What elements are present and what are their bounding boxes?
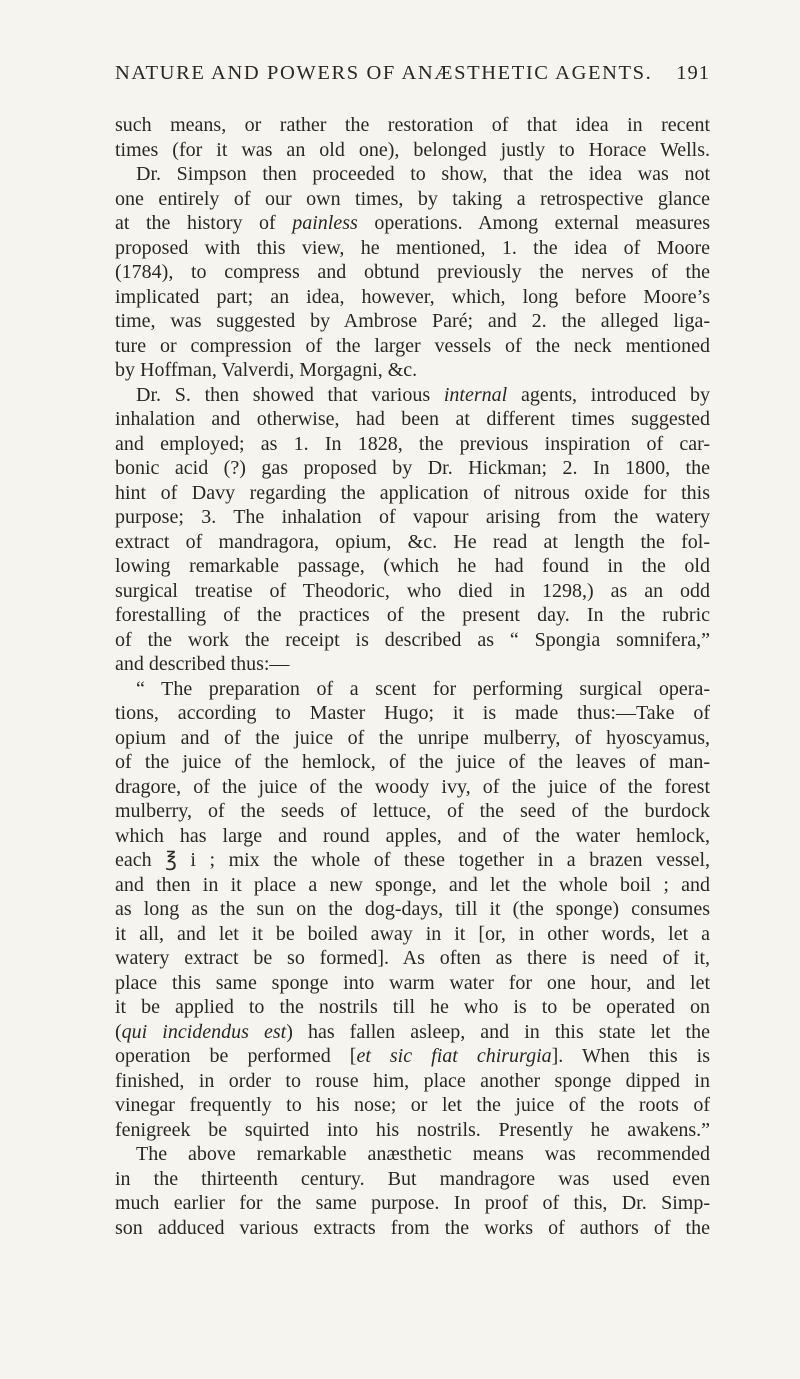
text-line: The above remarkable anæsthetic means was recommended <box>136 1143 710 1165</box>
text-line: vinegar frequently to his nose; or let the juice of the roots of <box>115 1094 710 1116</box>
text-line <box>115 1044 710 1069</box>
text-line: dragore, of the juice of the woody ivy, of the juice of the forest <box>115 775 710 798</box>
text-line: it be applied to the nostrils till he who is to be operated on <box>115 996 710 1018</box>
text-line: as long as the sun on the dog-days, till it (the sponge) consumes <box>115 898 710 920</box>
text-run: operations. Among external measures <box>357 212 710 234</box>
text-run: ) has fallen asleep, and in this state let the <box>286 1020 710 1043</box>
italic-run: qui incidendus est <box>121 1020 287 1043</box>
running-head <box>115 62 710 96</box>
text-line: of the work the receipt is described as “ Spongia somnifera,” <box>115 628 710 651</box>
text-line: proposed with this view, he mentioned, 1. the idea of Moore <box>115 236 710 259</box>
text-run: operation be performed [ <box>115 1045 357 1067</box>
text-line: purpose; 3. The inhalation of vapour arising from the watery <box>115 506 710 528</box>
text-line: and described thus:— <box>115 653 290 675</box>
text-run: at the history of <box>115 212 293 234</box>
text-line: finished, in order to rouse him, place another sponge dipped in <box>115 1069 710 1092</box>
text-line: watery extract be so formed]. As often as there is need of it, <box>115 947 710 969</box>
text-line: son adduced various extracts from the works of authors of the <box>115 1216 710 1239</box>
text-run: agents, introduced by <box>507 383 711 406</box>
text-line: place this same sponge into warm water for one hour, and let <box>115 971 710 994</box>
text-line: much earlier for the same purpose. In proof of this, Dr. Simp- <box>115 1192 710 1214</box>
text-line: of the juice of the hemlock, of the juice of the leaves of man- <box>115 751 710 773</box>
text-line: time, was suggested by Ambrose Paré; and 2. the alleged liga- <box>115 310 710 332</box>
text-line: surgical treatise of Theodoric, who died in 1298,) as an odd <box>115 579 710 602</box>
italic-run: et sic fiat chirurgia <box>356 1045 552 1067</box>
text-line <box>115 383 710 408</box>
text-line: inhalation and otherwise, had been at different times suggested <box>115 408 710 430</box>
text-line: bonic acid (?) gas proposed by Dr. Hickman; 2. In 1800, the <box>115 457 710 479</box>
text-line: “ The preparation of a scent for performing surgical opera- <box>136 677 710 700</box>
text-line: lowing remarkable passage, (which he had found in the old <box>115 555 710 577</box>
text-line: which has large and round apples, and of the water hemlock, <box>115 824 710 847</box>
text-run: ( <box>115 1020 122 1043</box>
text-line: opium and of the juice of the unripe mulberry, of hyoscyamus, <box>115 726 710 749</box>
text-line: mulberry, of the seeds of lettuce, of the seed of the burdock <box>115 800 710 822</box>
text-line: ture or compression of the larger vessels of the neck mentioned <box>115 334 710 357</box>
italic-run: painless <box>292 212 358 234</box>
text-line: it all, and let it be boiled away in it [or, in other words, let a <box>115 922 710 945</box>
body-text <box>115 113 710 1240</box>
text-line: in the thirteenth century. But mandragore was used even <box>115 1167 710 1190</box>
text-line: tions, according to Master Hugo; it is made thus:—Take of <box>115 702 710 724</box>
text-line: such means, or rather the restoration of that idea in recent <box>115 114 710 136</box>
italic-run: internal <box>443 383 508 406</box>
text-line: by Hoffman, Valverdi, Morgagni, &c. <box>115 359 418 381</box>
text-line: fenigreek be squirted into his nostrils. Presently he awakens.” <box>115 1118 710 1141</box>
text-line: Dr. Simpson then proceeded to show, that the idea was not <box>136 163 710 185</box>
text-run: ]. When this is <box>551 1045 710 1067</box>
text-line <box>115 211 710 236</box>
text-line: times (for it was an old one), belonged justly to Horace Wells. <box>115 138 710 161</box>
running-title: NATURE AND POWERS OF ANÆSTHETIC AGENTS. <box>115 62 653 84</box>
text-line: and then in it place a new sponge, and let the whole boil ; and <box>115 873 710 896</box>
text-line: extract of mandragora, opium, &c. He read at length the fol- <box>115 530 710 553</box>
text-line: implicated part; an idea, however, which, long before Moore’s <box>115 285 710 308</box>
text-line: and employed; as 1. In 1828, the previous inspiration of car- <box>115 432 710 455</box>
text-line <box>115 1020 710 1045</box>
text-line: forestalling of the practices of the present day. In the rubric <box>115 604 710 626</box>
page-number: 191 <box>676 62 710 84</box>
text-run: Dr. S. then showed that various <box>136 383 444 406</box>
text-line: each ℥ i ; mix the whole of these together in a brazen vessel, <box>115 849 710 871</box>
text-line: (1784), to compress and obtund previously the nerves of the <box>115 261 710 283</box>
text-line: one entirely of our own times, by taking a retrospective glance <box>115 187 710 210</box>
text-line: hint of Davy regarding the application of nitrous oxide for this <box>115 481 710 504</box>
